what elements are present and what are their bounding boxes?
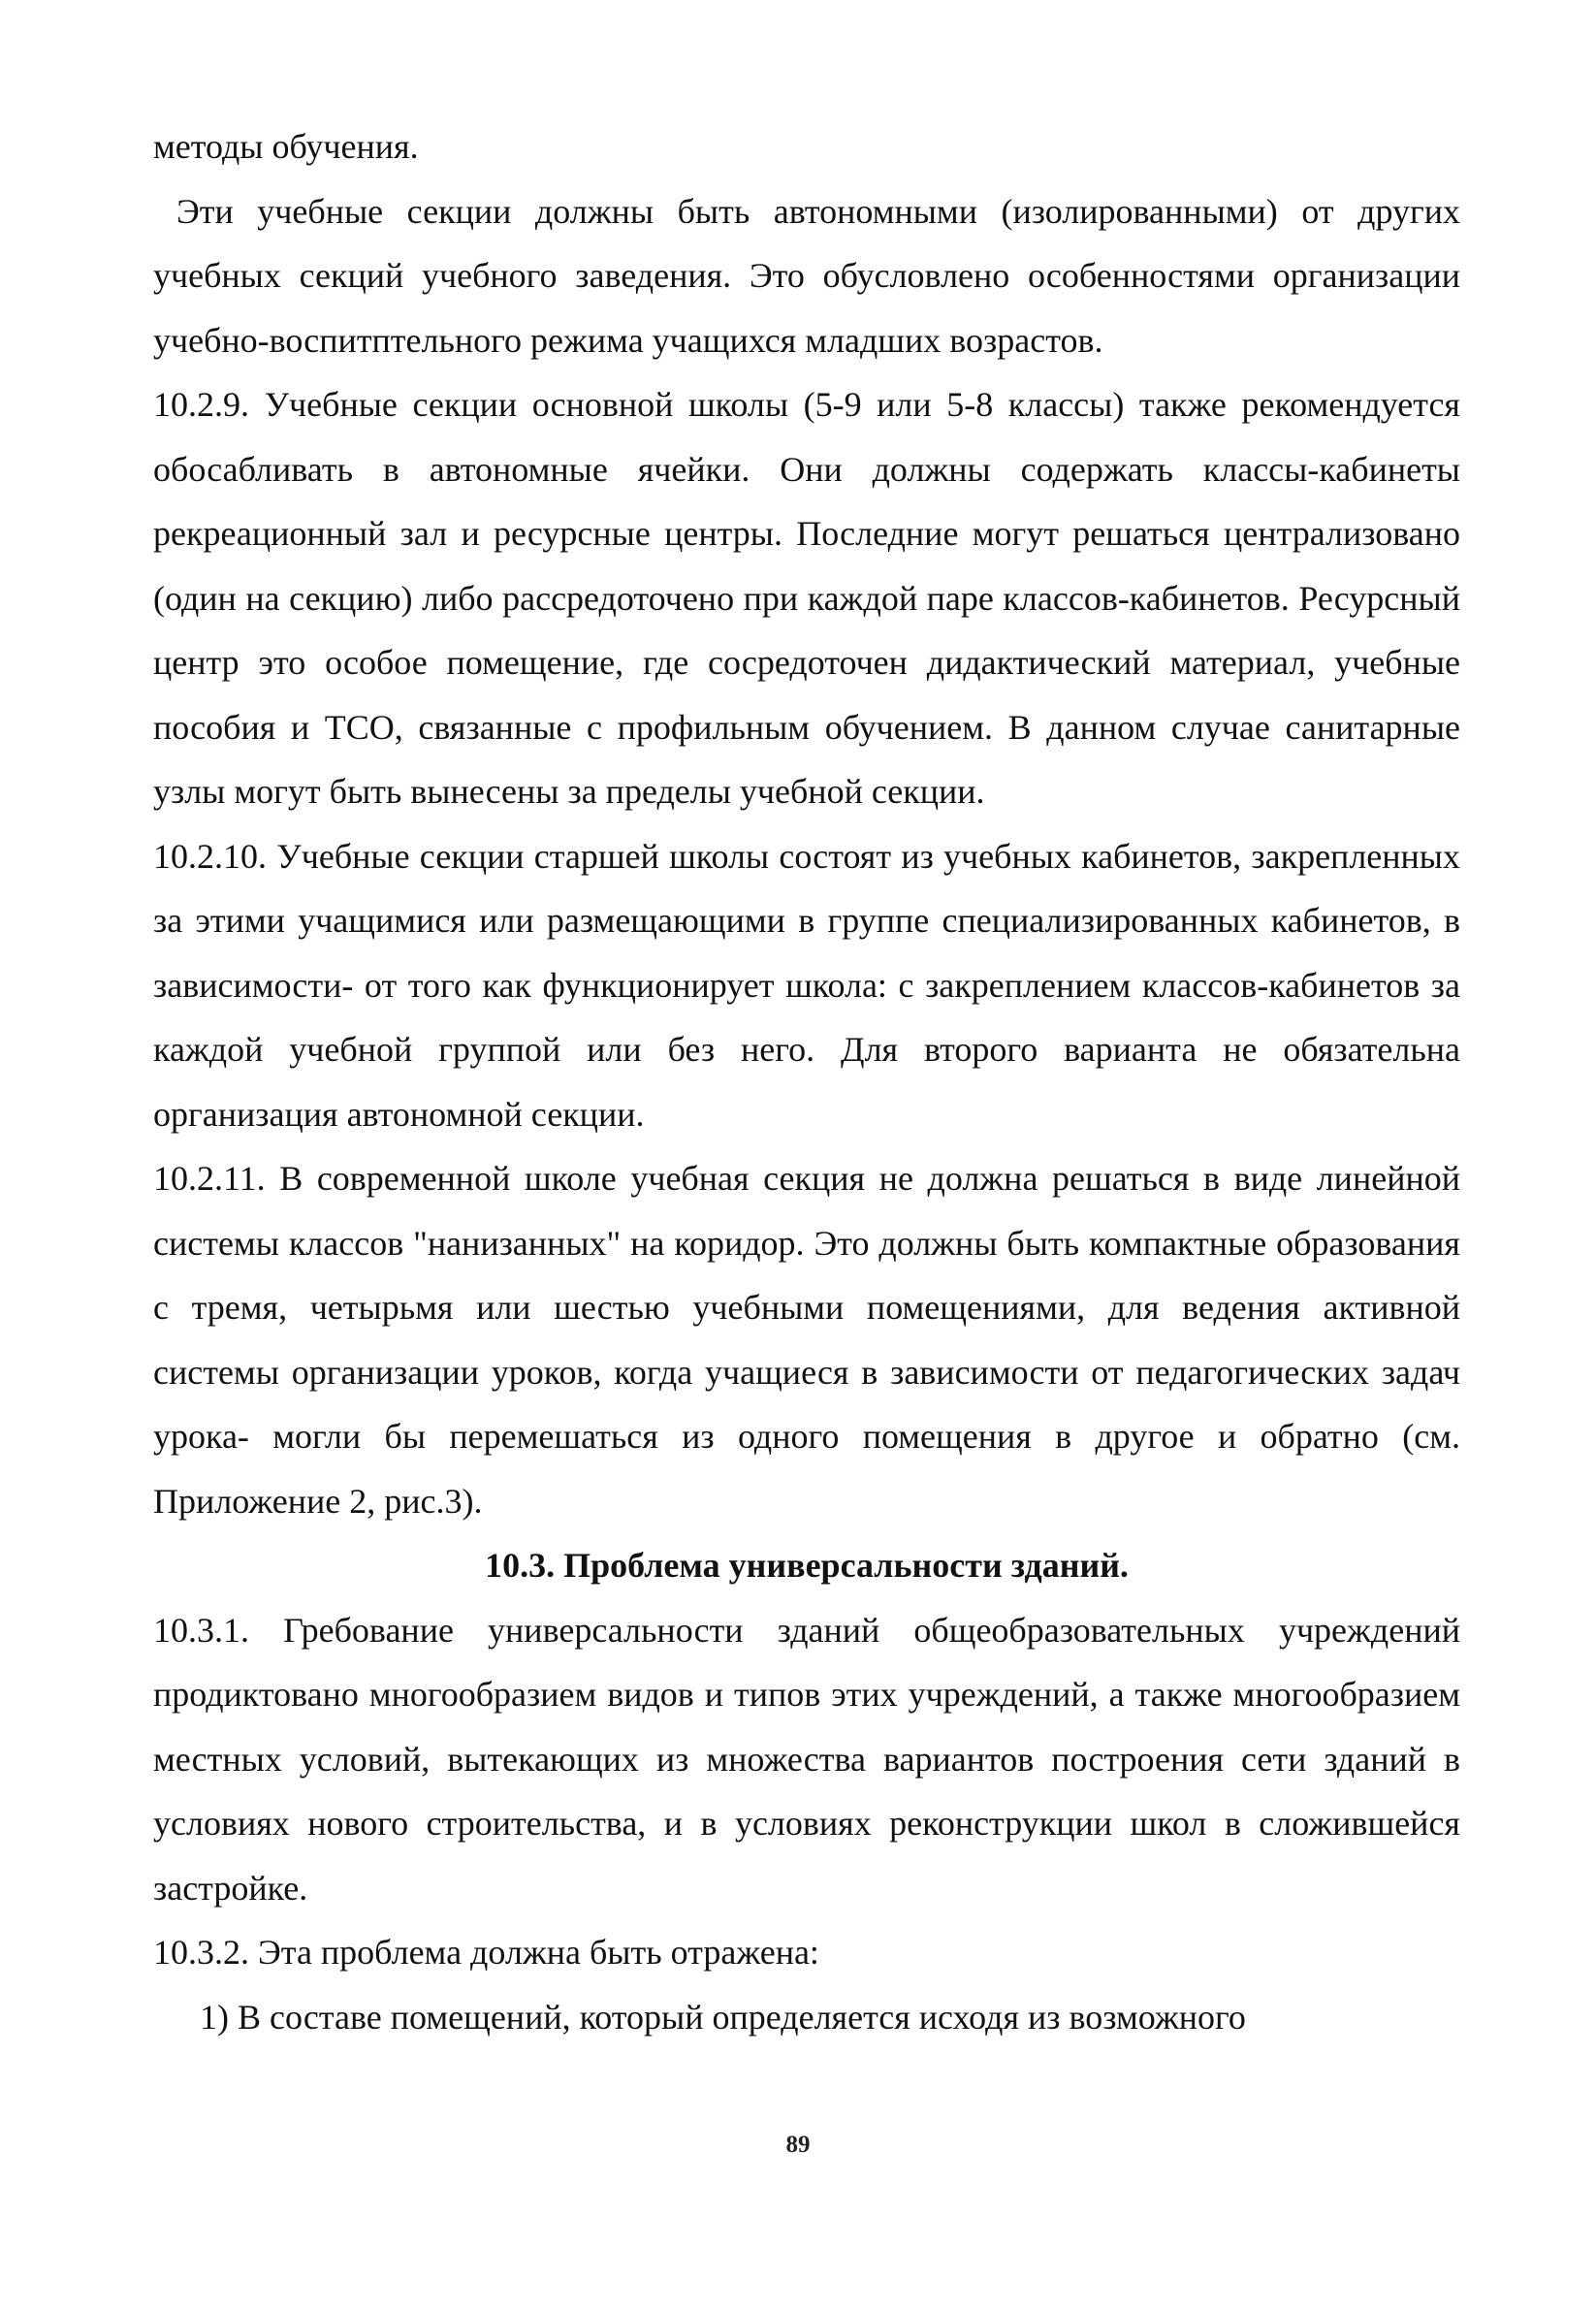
list-item-1: 1) В составе помещений, который определяется исходя из возможного [200, 1997, 1246, 2037]
paragraph-10-3-2: 10.3.2. Эта проблема должна быть отражена: [153, 1933, 819, 1972]
paragraph-10-2-9: 10.2.9. Учебные секции основной школы (5-9 или 5-8 классы) также рекомендуется обосабливать в автономные ячейки. Они должны содержать классы-кабинеты рекреационный зал и ресурсные центры. Последние могут решаться централизовано (один на секцию) либо рассредоточено при каждой паре классов-кабинетов. Ресурсный центр это особое помещение, где сосредоточен дидактический материал, учебные пособия и ТСО, связанные с профильным обучением. В данном случае санитарные узлы могут быть вынесены за пределы учебной секции. [153, 385, 1460, 811]
paragraph-continuation: методы обучения. [153, 127, 419, 166]
paragraph-10-2-11: 10.2.11. В современной школе учебная секция не должна решаться в виде линейной системы классов "нанизанных" на коридор. Это должны быть компактные образования с тремя, четырьмя или шестью учебными помещениями, для ведения активной системы организации уроков, когда учащиеся в зависимости от педагогических задач урока- могли бы перемешаться из одного помещения в другое и обратно (см. Приложение 2, рис.3). [153, 1159, 1460, 1521]
paragraph-10-2-10: 10.2.10. Учебные секции старшей школы состоят из учебных кабинетов, закрепленных за этими учащимися или размещающими в группе специализированных кабинетов, в зависимости- от того как функционирует школа: с закреплением классов-кабинетов за каждой учебной группой или без него. Для второго варианта не обязательна организация автономной секции. [153, 836, 1460, 1134]
document-body [153, 114, 1460, 2049]
section-heading: 10.3. Проблема универсальности зданий. [485, 1546, 1129, 1585]
page-number: 89 [785, 2132, 811, 2158]
paragraph-autonomous-sections: Эти учебные секции должны быть автономными (изолированными) от других учебных секций учебного заведения. Это обусловлено особенностями организации учебно-воспитптельного режима учащихся младших возрастов. [153, 191, 1460, 360]
paragraph-10-3-1: 10.3.1. Гребование универсальности зданий общеобразовательных учреждений продиктовано многообразием видов и типов этих учреждений, а также многообразием местных условий, вытекающих из множества вариантов построения сети зданий в условиях нового строительства, и в условиях реконструкции школ в сложившейся застройке. [153, 1610, 1460, 1908]
